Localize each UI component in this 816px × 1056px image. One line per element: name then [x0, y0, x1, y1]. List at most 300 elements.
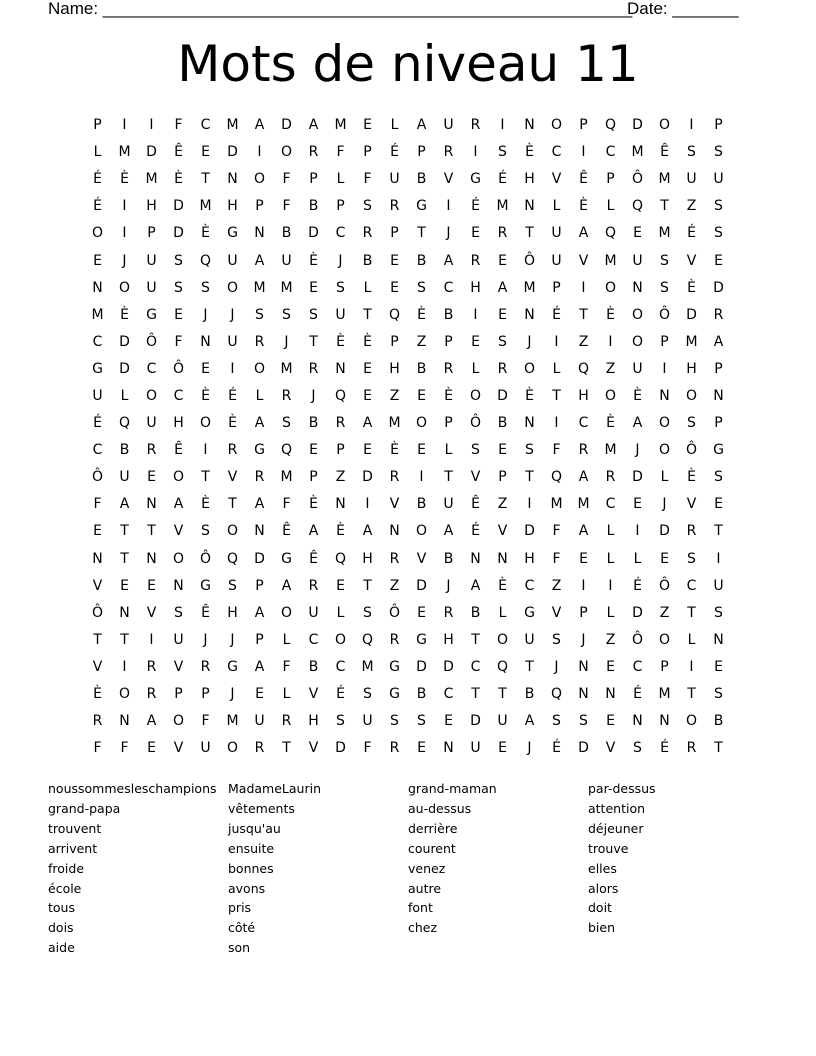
grid-letter: R [227, 442, 238, 459]
grid-letter: R [686, 523, 697, 540]
grid-row [84, 546, 732, 573]
grid-letter: S [714, 198, 723, 215]
word-item: avons [228, 880, 266, 896]
grid-letter: Ô [631, 631, 644, 648]
grid-letter: N [200, 333, 211, 350]
grid-letter: D [335, 740, 346, 757]
grid-letter: G [92, 360, 103, 377]
grid-letter: T [498, 686, 507, 703]
grid-letter: È [336, 333, 345, 350]
grid-letter: N [632, 279, 643, 296]
grid-letter: T [120, 631, 129, 648]
grid-letter: O [658, 415, 671, 432]
grid-letter: E [714, 658, 723, 675]
grid-letter: U [92, 387, 103, 404]
word-item: alors [588, 880, 619, 896]
grid-letter: È [309, 496, 318, 513]
grid-letter: U [281, 252, 292, 269]
grid-letter: I [122, 117, 127, 134]
grid-letter: C [524, 577, 535, 594]
grid-letter: J [203, 306, 208, 323]
grid-letter: N [389, 523, 400, 540]
grid-letter: Ô [145, 333, 158, 350]
grid-letter: M [577, 496, 590, 513]
grid-letter: D [308, 225, 319, 242]
word-item: ensuite [228, 840, 275, 856]
grid-letter: R [308, 144, 319, 161]
grid-letter: N [578, 686, 589, 703]
grid-letter: R [578, 442, 589, 459]
grid-letter: I [689, 658, 694, 675]
grid-letter: V [578, 252, 589, 269]
grid-letter: O [496, 631, 509, 648]
grid-row [84, 708, 732, 735]
grid-row [84, 220, 732, 247]
grid-letter: I [122, 658, 127, 675]
grid-row [84, 247, 732, 274]
grid-letter: V [92, 658, 103, 675]
grid-letter: L [660, 469, 669, 486]
grid-letter: D [713, 279, 724, 296]
grid-letter: B [308, 198, 319, 215]
grid-letter: N [524, 306, 535, 323]
grid-letter: P [255, 198, 264, 215]
grid-letter: I [149, 631, 154, 648]
grid-letter: P [201, 686, 210, 703]
grid-letter: V [551, 171, 562, 188]
grid-letter: P [363, 144, 372, 161]
grid-letter: S [417, 279, 426, 296]
grid-letter: I [473, 144, 478, 161]
grid-letter: C [443, 686, 454, 703]
grid-letter: V [173, 658, 184, 675]
grid-letter: L [606, 198, 615, 215]
grid-letter: P [309, 469, 318, 486]
grid-letter: M [199, 198, 212, 215]
grid-letter: N [146, 496, 157, 513]
grid-letter: J [203, 631, 208, 648]
grid-letter: V [686, 252, 697, 269]
grid-letter: O [631, 333, 644, 350]
grid-letter: P [714, 117, 723, 134]
grid-letter: V [497, 523, 508, 540]
grid-letter: C [443, 279, 454, 296]
grid-letter: I [608, 577, 613, 594]
grid-letter: Ô [172, 360, 185, 377]
grid-letter: O [226, 523, 239, 540]
grid-letter: Ê [579, 171, 588, 188]
grid-letter: È [201, 387, 210, 404]
grid-letter: M [226, 713, 239, 730]
grid-letter: N [227, 171, 238, 188]
grid-letter: I [500, 117, 505, 134]
grid-letter: C [92, 442, 103, 459]
grid-letter: S [471, 442, 480, 459]
grid-letter: H [146, 198, 157, 215]
grid-letter: S [282, 415, 291, 432]
grid-letter: T [660, 198, 669, 215]
grid-letter: I [581, 144, 586, 161]
grid-letter: P [255, 577, 264, 594]
grid-letter: O [550, 117, 563, 134]
grid-letter: N [470, 550, 481, 567]
grid-letter: L [498, 604, 507, 621]
grid-letter: R [443, 360, 454, 377]
grid-letter: G [524, 604, 535, 621]
grid-letter: D [227, 144, 238, 161]
grid-letter: A [308, 117, 319, 134]
grid-letter: P [336, 198, 345, 215]
grid-letter: R [470, 117, 481, 134]
grid-letter: C [551, 144, 562, 161]
grid-letter: Q [550, 686, 563, 703]
grid-letter: A [254, 658, 265, 675]
grid-letter: C [200, 117, 211, 134]
grid-letter: Q [577, 360, 590, 377]
word-column [408, 779, 588, 958]
grid-letter: È [498, 577, 507, 594]
grid-letter: D [470, 713, 481, 730]
grid-letter: M [226, 117, 239, 134]
grid-letter: A [362, 415, 373, 432]
grid-letter: E [363, 387, 372, 404]
grid-letter: D [254, 550, 265, 567]
grid-letter: S [309, 306, 318, 323]
grid-letter: N [335, 496, 346, 513]
grid-letter: T [525, 225, 534, 242]
grid-letter: R [281, 387, 292, 404]
grid-letter: S [363, 198, 372, 215]
grid-letter: U [146, 252, 157, 269]
grid-letter: S [687, 415, 696, 432]
grid-letter: È [120, 306, 129, 323]
grid-letter: S [336, 713, 345, 730]
grid-letter: R [605, 469, 616, 486]
grid-letter: S [417, 713, 426, 730]
grid-letter: N [632, 713, 643, 730]
grid-letter: N [713, 387, 724, 404]
grid-letter: D [119, 360, 130, 377]
grid-letter: O [280, 144, 293, 161]
grid-letter: I [257, 144, 262, 161]
grid-letter: Ô [523, 252, 536, 269]
grid-letter: O [172, 713, 185, 730]
grid-letter: I [419, 469, 424, 486]
grid-letter: G [254, 442, 265, 459]
grid-row [84, 573, 732, 600]
grid-letter: S [714, 686, 723, 703]
grid-letter: O [91, 225, 104, 242]
grid-letter: A [173, 496, 184, 513]
grid-letter: E [714, 252, 723, 269]
grid-letter: M [253, 279, 266, 296]
grid-letter: J [230, 631, 235, 648]
word-item: attention [588, 800, 646, 816]
grid-letter: B [470, 604, 481, 621]
grid-letter: I [365, 496, 370, 513]
grid-letter: É [336, 686, 345, 703]
grid-letter: S [390, 713, 399, 730]
grid-letter: È [606, 306, 615, 323]
grid-letter: D [524, 523, 535, 540]
grid-letter: J [554, 658, 559, 675]
grid-letter: U [362, 713, 373, 730]
grid-letter: É [633, 577, 642, 594]
grid-letter: R [254, 333, 265, 350]
grid-letter: Ô [658, 577, 671, 594]
grid-letter: B [443, 306, 454, 323]
grid-letter: P [390, 333, 399, 350]
grid-letter: R [92, 713, 103, 730]
grid-letter: D [443, 658, 454, 675]
grid-letter: Ô [631, 171, 644, 188]
grid-letter: Z [578, 333, 589, 350]
grid-letter: Z [389, 387, 400, 404]
grid-row [84, 654, 732, 681]
grid-letter: Z [686, 198, 697, 215]
grid-letter: D [632, 117, 643, 134]
grid-letter: È [174, 171, 183, 188]
grid-letter: É [660, 740, 669, 757]
grid-letter: S [174, 252, 183, 269]
grid-letter: H [524, 171, 535, 188]
grid-letter: F [336, 144, 345, 161]
grid-letter: P [714, 415, 723, 432]
grid-letter: È [606, 415, 615, 432]
grid-letter: R [146, 686, 157, 703]
grid-letter: D [281, 117, 292, 134]
grid-letter: J [230, 306, 235, 323]
grid-letter: L [606, 523, 615, 540]
grid-letter: P [444, 415, 453, 432]
grid-letter: D [362, 469, 373, 486]
grid-letter: S [282, 306, 291, 323]
grid-letter: J [662, 496, 667, 513]
grid-letter: J [581, 631, 586, 648]
word-item: courent [408, 840, 456, 856]
grid-letter: È [525, 387, 534, 404]
grid-letter: O [469, 387, 482, 404]
grid-letter: H [227, 198, 238, 215]
grid-letter: U [227, 252, 238, 269]
grid-letter: È [363, 333, 372, 350]
grid-letter: Ô [199, 550, 212, 567]
word-column [48, 779, 228, 958]
grid-letter: V [389, 496, 400, 513]
word-item: froide [48, 860, 85, 876]
grid-letter: E [606, 658, 615, 675]
grid-letter: I [473, 306, 478, 323]
grid-letter: F [282, 658, 291, 675]
grid-letter: É [228, 387, 237, 404]
grid-letter: N [119, 713, 130, 730]
grid-letter: M [685, 333, 698, 350]
grid-letter: S [633, 740, 642, 757]
grid-letter: È [444, 387, 453, 404]
grid-letter: P [255, 631, 264, 648]
word-column [228, 779, 408, 958]
word-item: grand-papa [48, 800, 121, 816]
grid-letter: O [658, 442, 671, 459]
grid-letter: V [308, 740, 319, 757]
page-title: Mots de niveau 11 [177, 35, 639, 93]
grid-letter: É [552, 306, 561, 323]
grid-letter: A [632, 415, 643, 432]
grid-letter: O [280, 604, 293, 621]
grid-letter: H [308, 713, 319, 730]
grid-letter: T [147, 523, 156, 540]
grid-letter: R [389, 550, 400, 567]
grid-letter: G [200, 577, 211, 594]
grid-letter: U [173, 631, 184, 648]
word-item: venez [408, 860, 446, 876]
grid-letter: O [415, 415, 428, 432]
grid-letter: R [146, 442, 157, 459]
grid-letter: B [308, 658, 319, 675]
word-item: jusqu'au [228, 820, 281, 836]
grid-letter: E [147, 577, 156, 594]
word-item: trouvent [48, 820, 102, 836]
grid-letter: O [172, 469, 185, 486]
grid-letter: E [498, 252, 507, 269]
grid-letter: T [687, 604, 696, 621]
word-item: dois [48, 920, 74, 936]
word-item: trouve [588, 840, 629, 856]
grid-letter: E [498, 306, 507, 323]
grid-letter: P [579, 117, 588, 134]
grid-row [84, 600, 732, 627]
grid-letter: R [497, 360, 508, 377]
grid-letter: Z [497, 496, 508, 513]
grid-letter: T [687, 686, 696, 703]
grid-letter: A [254, 415, 265, 432]
grid-letter: I [716, 550, 721, 567]
grid-letter: A [254, 604, 265, 621]
grid-letter: E [417, 442, 426, 459]
word-item: école [48, 880, 82, 896]
grid-letter: I [149, 117, 154, 134]
grid-letter: N [173, 577, 184, 594]
grid-letter: C [335, 225, 346, 242]
grid-letter: M [604, 252, 617, 269]
grid-letter: É [93, 171, 102, 188]
grid-letter: A [578, 523, 589, 540]
grid-letter: N [497, 550, 508, 567]
word-item: derrière [408, 820, 458, 836]
grid-row [84, 356, 732, 383]
grid-letter: H [524, 550, 535, 567]
grid-letter: P [552, 279, 561, 296]
grid-letter: È [390, 442, 399, 459]
grid-row [84, 491, 732, 518]
word-item: son [228, 940, 251, 956]
grid-letter: P [660, 658, 669, 675]
grid-letter: L [444, 442, 453, 459]
grid-letter: N [254, 225, 265, 242]
grid-letter: R [389, 631, 400, 648]
word-item: MadameLaurin [228, 781, 321, 796]
grid-letter: I [122, 198, 127, 215]
grid-letter: A [308, 523, 319, 540]
grid-letter: U [632, 360, 643, 377]
grid-letter: Q [199, 252, 212, 269]
grid-letter: O [658, 631, 671, 648]
grid-letter: D [146, 144, 157, 161]
grid-letter: T [93, 631, 102, 648]
word-item: bien [588, 920, 616, 936]
grid-letter: N [524, 415, 535, 432]
word-item: chez [408, 920, 438, 936]
grid-letter: I [554, 333, 559, 350]
name-field-label: Name: ________________________________________________________ [48, 0, 633, 18]
grid-letter: T [714, 523, 723, 540]
grid-letter: B [713, 713, 724, 730]
grid-letter: É [552, 740, 561, 757]
grid-letter: T [471, 686, 480, 703]
grid-row [84, 193, 732, 220]
grid-letter: F [552, 442, 561, 459]
grid-letter: O [253, 171, 266, 188]
grid-letter: O [685, 387, 698, 404]
grid-letter: U [146, 279, 157, 296]
grid-letter: E [417, 604, 426, 621]
grid-letter: S [714, 225, 723, 242]
grid-letter: V [173, 740, 184, 757]
grid-letter: G [416, 198, 427, 215]
grid-letter: U [497, 713, 508, 730]
grid-letter: C [146, 360, 157, 377]
grid-letter: U [713, 171, 724, 188]
grid-row [84, 329, 732, 356]
grid-letter: F [282, 171, 291, 188]
grid-letter: F [93, 496, 102, 513]
grid-letter: T [579, 306, 588, 323]
grid-letter: D [632, 604, 643, 621]
grid-letter: M [631, 144, 644, 161]
grid-letter: I [446, 198, 451, 215]
grid-letter: A [443, 252, 454, 269]
grid-letter: È [579, 198, 588, 215]
grid-letter: T [120, 550, 129, 567]
grid-letter: M [604, 442, 617, 459]
grid-letter: Z [605, 360, 616, 377]
grid-letter: F [174, 117, 183, 134]
grid-letter: N [146, 550, 157, 567]
grid-letter: L [120, 387, 129, 404]
grid-letter: S [363, 686, 372, 703]
grid-letter: F [201, 713, 210, 730]
grid-letter: U [308, 604, 319, 621]
grid-letter: D [578, 740, 589, 757]
grid-letter: M [361, 658, 374, 675]
grid-letter: T [363, 577, 372, 594]
word-item: bonnes [228, 860, 274, 876]
grid-letter: S [660, 279, 669, 296]
grid-letter: N [443, 740, 454, 757]
grid-letter: I [662, 360, 667, 377]
grid-letter: V [308, 686, 319, 703]
grid-letter: M [658, 686, 671, 703]
grid-letter: M [496, 198, 509, 215]
grid-row [84, 139, 732, 166]
grid-letter: E [660, 550, 669, 567]
grid-letter: U [200, 740, 211, 757]
grid-letter: V [416, 550, 427, 567]
grid-letter: Q [388, 306, 401, 323]
grid-letter: D [659, 523, 670, 540]
grid-letter: È [417, 306, 426, 323]
grid-letter: L [282, 686, 291, 703]
